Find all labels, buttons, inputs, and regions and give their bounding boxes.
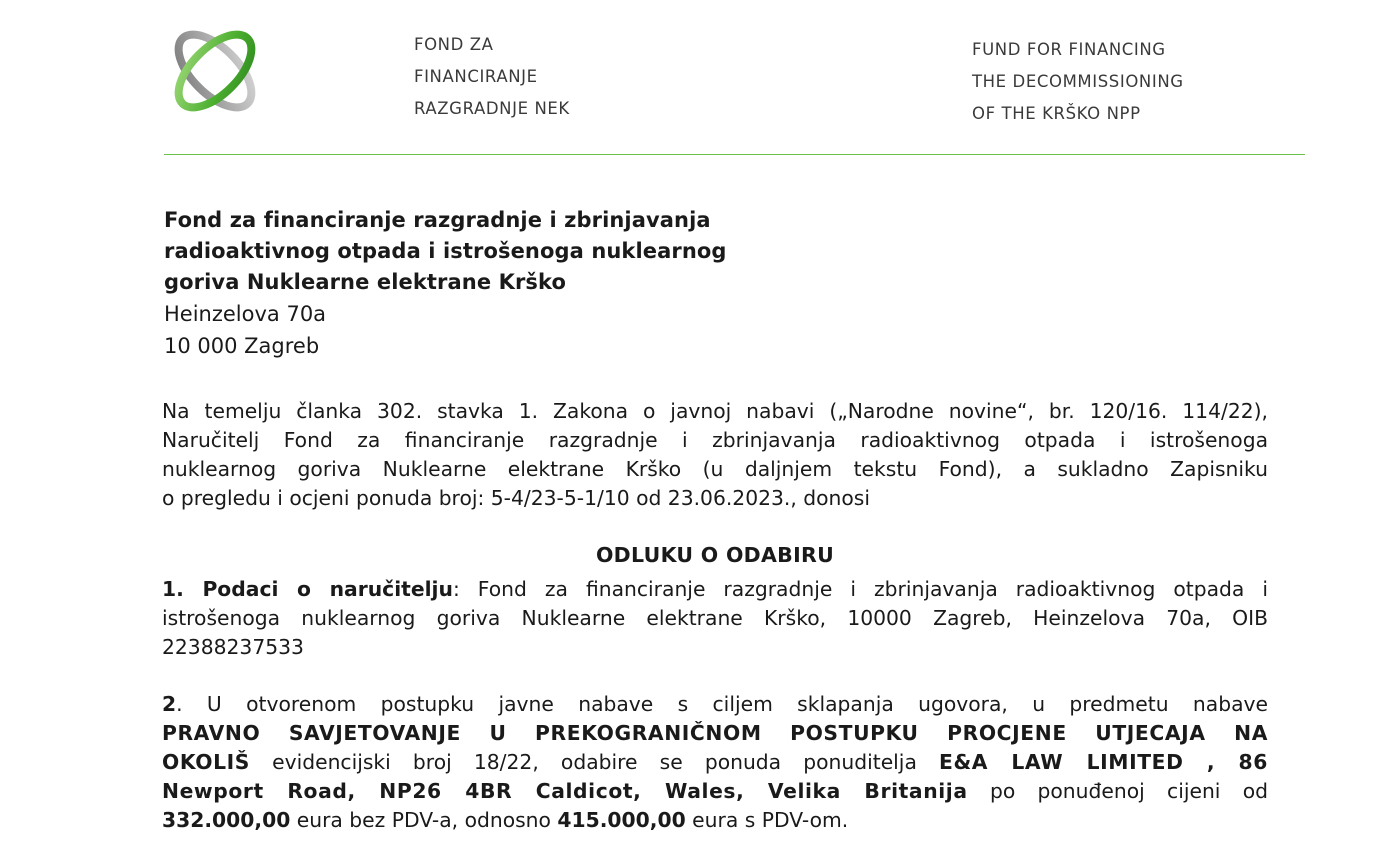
- header-left-line: RAZGRADNJE NEK: [414, 99, 570, 118]
- section-1-line: istrošenoga nuklearnog goriva Nuklearne elektrane Krško, 10000 Zagreb, Heinzelova 70a, OIB: [162, 606, 1268, 630]
- section-2-line: [162, 806, 1268, 835]
- price-with-vat: 415.000,00: [557, 808, 686, 832]
- section-1: [162, 575, 1268, 662]
- header-right-text: [972, 34, 1184, 130]
- section-1-line: 22388237533: [162, 635, 304, 659]
- intro-line: Na temelju članka 302. stavka 1. Zakona o javnoj nabavi („Narodne novine“, br. 120/16. 114/22),: [162, 399, 1268, 423]
- sender-name-line: goriva Nuklearne elektrane Krško: [164, 270, 567, 294]
- section-1-text: : Fond za financiranje razgradnje i zbrinjavanja radioaktivnog otpada i: [452, 577, 1268, 601]
- sender-street: Heinzelova 70a: [164, 302, 327, 326]
- section-1-line: [162, 575, 1268, 604]
- section-2: [162, 690, 1268, 835]
- section-1-heading: 1. Podaci o naručitelju: [162, 577, 453, 601]
- header-divider: [164, 154, 1305, 155]
- procurement-subject: PRAVNO SAVJETOVANJE U PREKOGRANIČNOM POSTUPKU PROCJENE UTJECAJA NA: [162, 721, 1268, 745]
- intro-line: nuklearnog goriva Nuklearne elektrane Krško (u daljnjem tekstu Fond), a sukladno Zapisniku: [162, 457, 1268, 481]
- sender-name-line: Fond za financiranje razgradnje i zbrinjavanja: [164, 208, 711, 232]
- price-without-vat: 332.000,00: [162, 808, 291, 832]
- sender-city: 10 000 Zagreb: [164, 334, 320, 358]
- interlocking-ellipses-logo: [164, 20, 266, 122]
- section-2-text: . U otvorenom postupku javne nabave s ciljem sklapanja ugovora, u predmetu nabave: [176, 692, 1268, 716]
- intro-line: Naručitelj Fond za financiranje razgradnje i zbrinjavanja radioaktivnog otpada i istrošenoga: [162, 428, 1268, 452]
- header-right-line: THE DECOMMISSIONING: [972, 72, 1184, 91]
- procurement-subject-end: OKOLIŠ: [162, 750, 250, 774]
- section-2-text: eura bez PDV-a, odnosno: [290, 808, 558, 832]
- intro-paragraph: [162, 397, 1268, 513]
- header-left-line: FOND ZA: [414, 35, 494, 54]
- section-2-line: [162, 690, 1268, 719]
- section-2-number: 2: [162, 692, 177, 716]
- bidder-address: Newport Road, NP26 4BR Caldicot, Wales, Velika Britanija: [162, 779, 968, 803]
- section-2-text: eura s PDV-om.: [685, 808, 849, 832]
- section-2-text: po ponuđenoj cijeni od: [967, 779, 1269, 803]
- sender-name-line: radioaktivnog otpada i istrošenoga nuklearnog: [164, 239, 727, 263]
- header-left-line: FINANCIRANJE: [414, 67, 538, 86]
- section-2-line: [162, 777, 1268, 806]
- section-2-text: evidencijski broj 18/22, odabire se ponuda ponuditelja: [249, 750, 940, 774]
- intro-line: o pregledu i ocjeni ponuda broj: 5-4/23-5-1/10 od 23.06.2023., donosi: [162, 486, 871, 510]
- sender-block: [164, 205, 884, 362]
- header-right-line: OF THE KRŠKO NPP: [972, 104, 1141, 123]
- header-left-text: [414, 29, 570, 125]
- decision-title: ODLUKU O ODABIRU: [595, 543, 835, 567]
- header-right-line: FUND FOR FINANCING: [972, 40, 1166, 59]
- section-2-line: [162, 748, 1268, 777]
- bidder-name: E&A LAW LIMITED , 86: [939, 750, 1268, 774]
- section-2-line: [162, 719, 1268, 748]
